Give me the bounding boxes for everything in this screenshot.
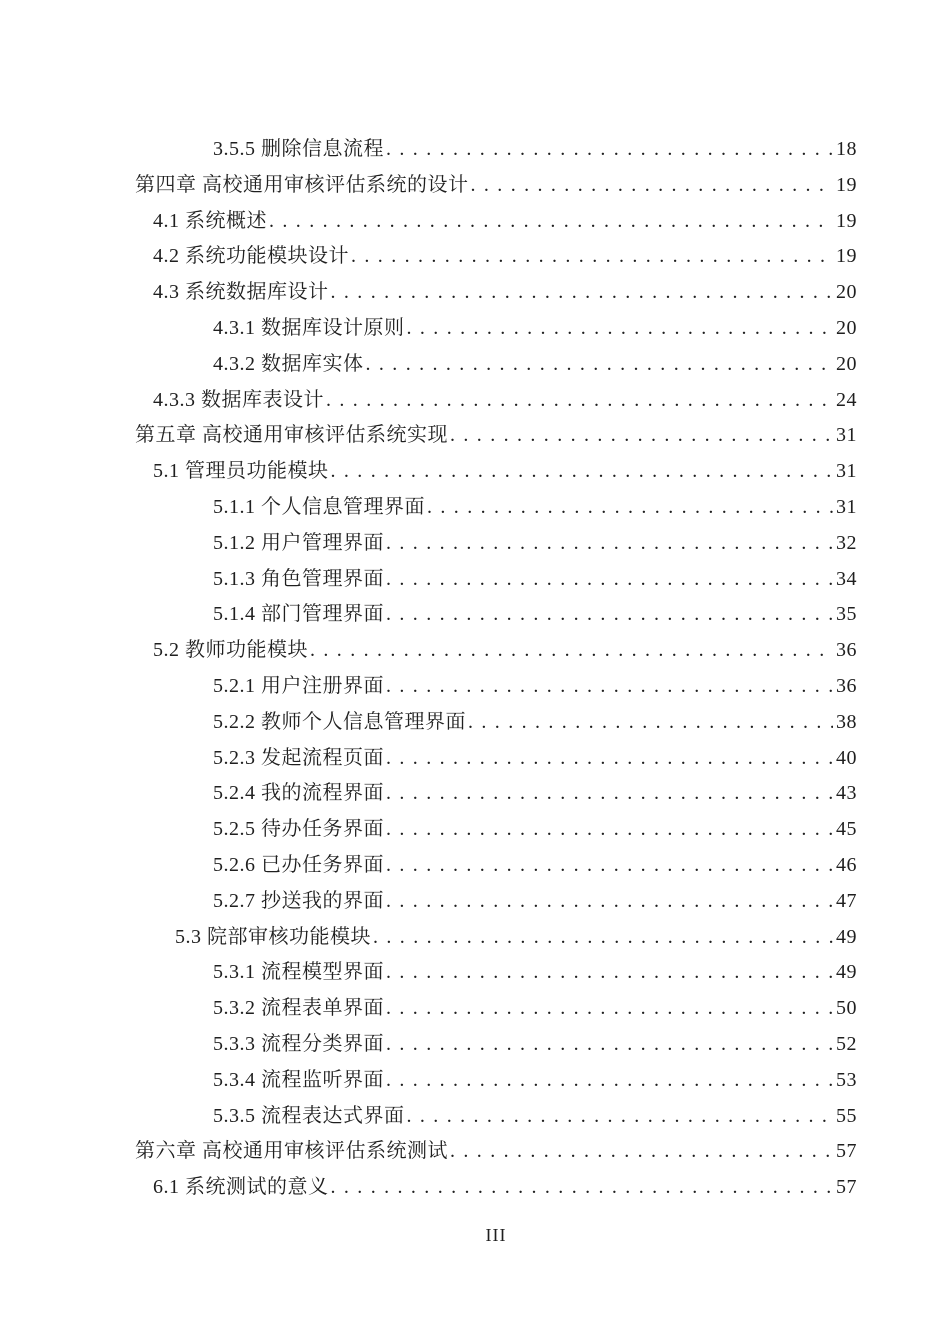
toc-entry-label: 5.2.4 我的流程界面: [213, 782, 384, 805]
dot-leader: [386, 854, 833, 877]
toc-entry-page: 40: [836, 746, 857, 769]
toc-entry-label: 5.3.1 流程模型界面: [213, 961, 384, 984]
toc-entry-page: 20: [836, 316, 857, 339]
dot-leader: [366, 353, 834, 376]
toc-entry-label: 第四章 高校通用审核评估系统的设计: [135, 173, 469, 196]
dot-leader: [386, 532, 833, 555]
toc-entry-section[interactable]: [135, 633, 857, 669]
toc-entry-label: 5.2.1 用户注册界面: [213, 674, 384, 697]
toc-entry-subsection[interactable]: [135, 812, 857, 848]
toc-entry-page: 49: [836, 961, 857, 984]
toc-entry-subsection[interactable]: [135, 311, 857, 347]
toc-entry-subsection[interactable]: [135, 991, 857, 1027]
dot-leader: [326, 389, 833, 412]
toc-entry-subsection[interactable]: [135, 884, 857, 920]
toc-entry-subsection[interactable]: [135, 776, 857, 812]
dot-leader: [427, 496, 833, 519]
toc-entry-subsection[interactable]: [135, 597, 857, 633]
toc-entry-section[interactable]: [135, 239, 857, 275]
toc-entry-page: 45: [836, 818, 857, 841]
toc-entry-label: 5.1.1 个人信息管理界面: [213, 495, 425, 518]
toc-entry-label: 5.1 管理员功能模块: [153, 460, 329, 483]
dot-leader: [331, 281, 834, 304]
toc-entry-chapter[interactable]: [135, 418, 857, 454]
dot-leader: [269, 210, 833, 233]
dot-leader: [386, 603, 833, 626]
toc-entry-page: 49: [836, 925, 857, 948]
toc-entry-page: 57: [836, 1140, 857, 1163]
toc-entry-subsection[interactable]: [135, 347, 857, 383]
dot-leader: [468, 711, 833, 734]
toc-entry-label: 第六章 高校通用审核评估系统测试: [135, 1140, 448, 1163]
dot-leader: [331, 1176, 834, 1199]
footer-page-number: III: [485, 1225, 507, 1245]
table-of-contents: [135, 132, 857, 1206]
toc-entry-label: 4.3.2 数据库实体: [213, 352, 364, 375]
dot-leader: [386, 782, 833, 805]
toc-entry-label: 3.5.5 删除信息流程: [213, 138, 384, 160]
toc-entry-subsection[interactable]: [135, 848, 857, 884]
toc-entry-label: 5.2.2 教师个人信息管理界面: [213, 710, 466, 733]
dot-leader: [386, 1069, 833, 1092]
toc-entry-label: 5.1.2 用户管理界面: [213, 531, 384, 554]
toc-entry-page: 31: [836, 460, 857, 483]
toc-entry-label: 5.2 教师功能模块: [153, 639, 308, 662]
toc-entry-label: 4.3.3 数据库表设计: [153, 388, 324, 411]
dot-leader: [407, 317, 834, 340]
toc-entry-subsection[interactable]: [135, 741, 857, 777]
toc-entry-page: 31: [836, 495, 857, 518]
dot-leader: [386, 818, 833, 841]
toc-entry-page: 24: [836, 388, 857, 411]
toc-entry-label: 5.3.3 流程分类界面: [213, 1032, 384, 1055]
dot-leader: [471, 174, 834, 197]
toc-entry-label: 5.2.3 发起流程页面: [213, 746, 384, 769]
toc-entry-section[interactable]: [135, 204, 857, 240]
toc-entry-subsection[interactable]: [135, 669, 857, 705]
toc-entry-label: 5.3.4 流程监听界面: [213, 1068, 384, 1091]
toc-entry-page: 47: [836, 889, 857, 912]
toc-entry-label: 5.2.5 待办任务界面: [213, 818, 384, 841]
toc-entry-page: 38: [836, 710, 857, 733]
toc-entry-subsection[interactable]: [135, 526, 857, 562]
toc-entry-label: 4.2 系统功能模块设计: [153, 245, 349, 268]
dot-leader: [407, 1105, 834, 1128]
toc-entry-subsection[interactable]: [135, 132, 857, 168]
toc-entry-subsection[interactable]: [135, 1099, 857, 1135]
toc-entry-page: 18: [836, 138, 857, 160]
toc-entry-page: 20: [836, 352, 857, 375]
toc-entry-page: 19: [836, 173, 857, 196]
toc-entry-label: 第五章 高校通用审核评估系统实现: [135, 424, 448, 447]
toc-entry-page: 52: [836, 1032, 857, 1055]
toc-entry-page: 57: [836, 1176, 857, 1199]
dot-leader: [386, 997, 833, 1020]
dot-leader: [450, 424, 833, 447]
toc-entry-page: 31: [836, 424, 857, 447]
dot-leader: [310, 639, 833, 662]
toc-entry-page: 53: [836, 1068, 857, 1091]
toc-entry-subsection[interactable]: [135, 705, 857, 741]
toc-entry-page: 43: [836, 782, 857, 805]
toc-entry-page: 50: [836, 997, 857, 1020]
toc-entry-label: 4.3.1 数据库设计原则: [213, 316, 405, 339]
dot-leader: [386, 138, 833, 161]
toc-entry-subsection[interactable]: [135, 1027, 857, 1063]
toc-entry-page: 19: [836, 209, 857, 232]
toc-entry-label: 5.2.7 抄送我的界面: [213, 889, 384, 912]
toc-entry-section[interactable]: [135, 920, 857, 956]
toc-entry-page: 55: [836, 1104, 857, 1127]
dot-leader: [351, 245, 833, 268]
dot-leader: [450, 1140, 833, 1163]
toc-entry-page: 34: [836, 567, 857, 590]
toc-entry-section[interactable]: [135, 275, 857, 311]
toc-entry-label: 4.3 系统数据库设计: [153, 281, 329, 304]
toc-entry-subsection[interactable]: [135, 955, 857, 991]
toc-entry-chapter[interactable]: [135, 1134, 857, 1170]
toc-entry-subsection[interactable]: [135, 562, 857, 598]
dot-leader: [386, 568, 833, 591]
dot-leader: [386, 890, 833, 913]
toc-entry-label: 5.3.2 流程表单界面: [213, 997, 384, 1020]
dot-leader: [331, 460, 834, 483]
toc-entry-page: 46: [836, 853, 857, 876]
toc-entry-label: 5.1.3 角色管理界面: [213, 567, 384, 590]
dot-leader: [373, 926, 833, 949]
toc-entry-section[interactable]: [135, 1170, 857, 1206]
toc-entry-page: 19: [836, 245, 857, 268]
toc-entry-subsection[interactable]: [135, 1063, 857, 1099]
toc-entry-page: 36: [836, 674, 857, 697]
toc-entry-label: 5.1.4 部门管理界面: [213, 603, 384, 626]
toc-entry-page: 35: [836, 603, 857, 626]
dot-leader: [386, 1033, 833, 1056]
toc-entry-subsection[interactable]: [135, 490, 857, 526]
toc-entry-page: 36: [836, 639, 857, 662]
toc-entry-label: 5.3.5 流程表达式界面: [213, 1104, 405, 1127]
dot-leader: [386, 747, 833, 770]
toc-entry-label: 6.1 系统测试的意义: [153, 1176, 329, 1199]
dot-leader: [386, 675, 833, 698]
toc-entry-section[interactable]: [135, 454, 857, 490]
toc-entry-page: 20: [836, 281, 857, 304]
dot-leader: [386, 961, 833, 984]
toc-entry-label: 4.1 系统概述: [153, 209, 267, 232]
toc-entry-label: 5.2.6 已办任务界面: [213, 853, 384, 876]
toc-entry-chapter[interactable]: [135, 168, 857, 204]
toc-entry-label: 5.3 院部审核功能模块: [175, 925, 371, 948]
toc-entry-page: 32: [836, 531, 857, 554]
toc-entry-subsection[interactable]: [135, 383, 857, 419]
